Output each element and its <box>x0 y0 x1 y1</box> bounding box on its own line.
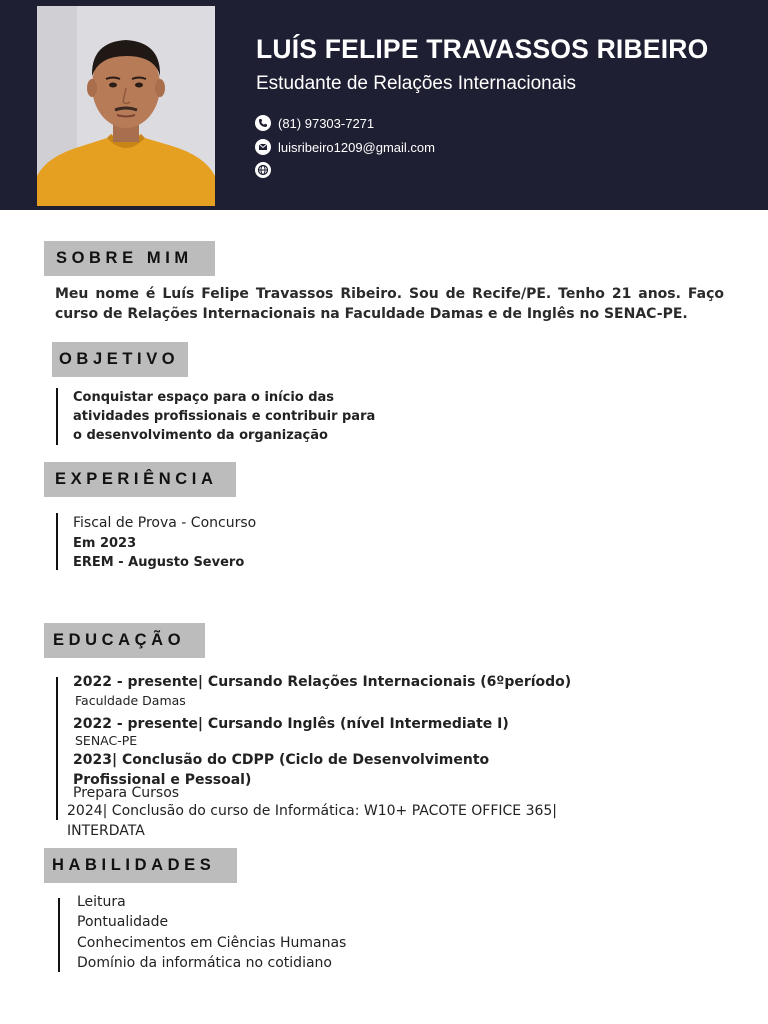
section-title-education: EDUCAÇÃO <box>44 623 205 658</box>
education-item-title: 2024| Conclusão do curso de Informática: W10+ PACOTE OFFICE 365| <box>67 803 558 819</box>
email-icon <box>255 139 271 155</box>
objective-line: o desenvolvimento da organização <box>73 428 328 443</box>
contact-email <box>255 139 435 155</box>
education-item-title: 2023| Conclusão do CDPP (Ciclo de Desenvolvimento <box>73 752 490 768</box>
profile-photo <box>37 6 215 206</box>
about-text: Meu nome é Luís Felipe Travassos Ribeiro. Sou de Recife/PE. Tenho 21 anos. Faço curso de Relações Internacionais na Faculdade Damas e de Inglês no SENAC-PE. <box>55 286 724 322</box>
contact-phone <box>255 115 374 131</box>
contact-website <box>255 162 278 178</box>
section-title-objective: OBJETIVO <box>52 342 188 377</box>
phone-icon <box>255 115 271 131</box>
skill-item: Conhecimentos em Ciências Humanas <box>77 935 347 951</box>
phone-number: (81) 97303-7271 <box>278 115 375 131</box>
section-title-experience: EXPERIÊNCIA <box>44 462 236 497</box>
section-title-skills: HABILIDADES <box>44 848 237 883</box>
experience-bar <box>56 513 58 570</box>
objective-line: atividades profissionais e contribuir para <box>73 409 376 424</box>
skills-bar <box>58 898 60 972</box>
education-item-title: Profissional e Pessoal) <box>73 772 252 788</box>
email-address[interactable]: luisribeiro1209@gmail.com <box>278 139 435 155</box>
skill-item: Domínio da informática no cotidiano <box>77 955 332 971</box>
education-institution: Faculdade Damas <box>75 693 186 708</box>
education-item-title: 2022 - presente| Cursando Inglês (nível Intermediate I) <box>73 716 509 732</box>
section-title-about: SOBRE MIM <box>44 241 215 276</box>
experience-role: Fiscal de Prova - Concurso <box>73 515 257 531</box>
objective-line: Conquistar espaço para o início das <box>73 390 335 405</box>
education-item-title: 2022 - presente| Cursando Relações Internacionais (6ºperíodo) <box>73 674 572 690</box>
skill-item: Pontualidade <box>77 914 169 930</box>
skill-item: Leitura <box>77 894 126 910</box>
globe-icon <box>255 162 271 178</box>
education-bar <box>56 677 58 820</box>
experience-date: Em 2023 <box>73 536 137 551</box>
objective-bar <box>56 388 58 445</box>
experience-place: EREM - Augusto Severo <box>73 555 245 570</box>
candidate-name: LUÍS FELIPE TRAVASSOS RIBEIRO <box>256 34 709 64</box>
education-institution: SENAC-PE <box>75 733 138 748</box>
candidate-subtitle: Estudante de Relações Internacionais <box>256 73 577 94</box>
education-institution: INTERDATA <box>67 823 145 839</box>
education-institution: Prepara Cursos <box>73 785 180 801</box>
header-banner <box>0 0 768 210</box>
